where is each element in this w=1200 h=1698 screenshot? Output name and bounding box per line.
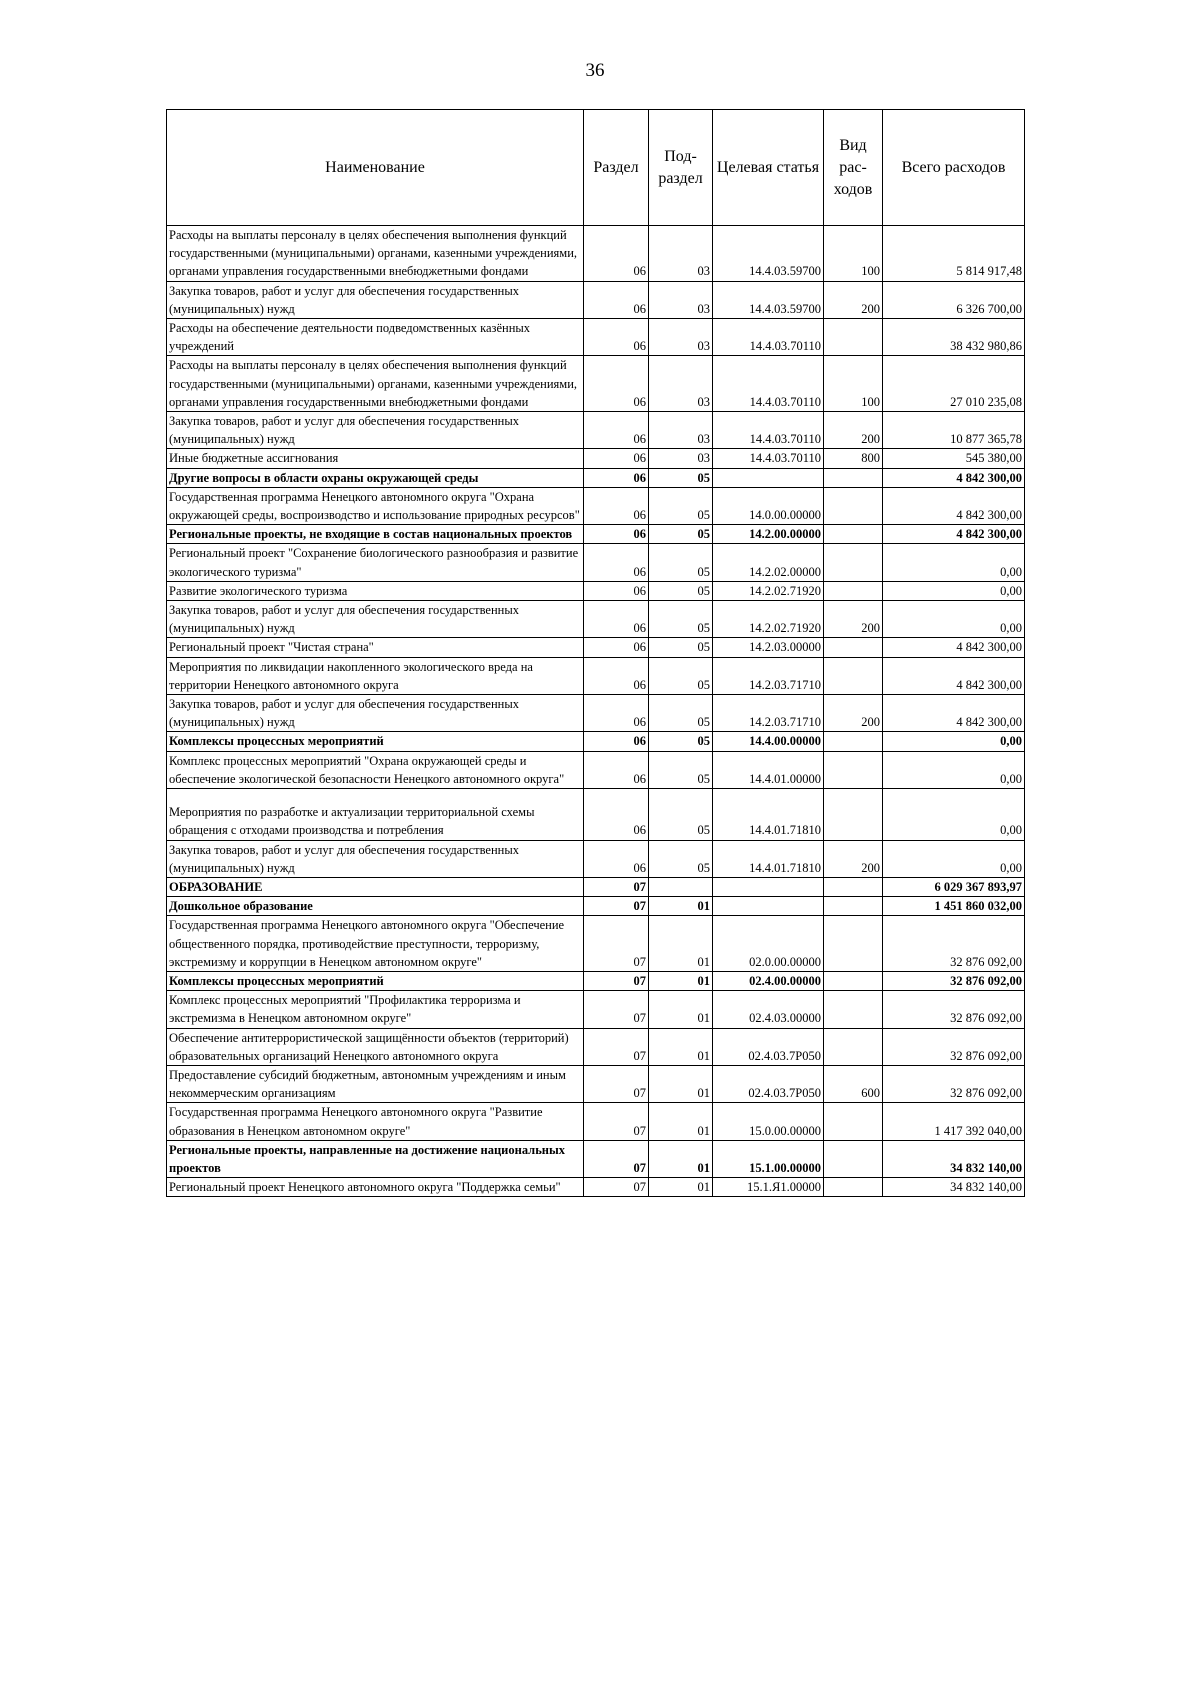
cell-total: 0,00 [883,601,1025,638]
cell-name: Закупка товаров, работ и услуг для обеспечения государственных (муниципальных) нужд [167,601,584,638]
cell-name: Региональный проект "Чистая страна" [167,638,584,657]
cell-total: 5 814 917,48 [883,226,1025,282]
cell-total: 10 877 365,78 [883,412,1025,449]
table-row [167,916,1025,972]
cell-subsection: 01 [649,897,713,916]
table-row [167,695,1025,732]
cell-subsection: 01 [649,1178,713,1197]
cell-type [824,751,883,788]
budget-table [166,109,1025,1197]
table-row [167,468,1025,487]
cell-name: Предоставление субсидий бюджетным, автономным учреждениям и иным некоммерческим организациям [167,1065,584,1102]
cell-target: 14.4.03.70110 [713,412,824,449]
table-row [167,525,1025,544]
cell-target: 14.2.02.71920 [713,581,824,600]
cell-type [824,1103,883,1140]
cell-subsection: 01 [649,1103,713,1140]
cell-section: 06 [584,751,649,788]
cell-section: 06 [584,732,649,751]
cell-name: Государственная программа Ненецкого автономного округа "Развитие образования в Ненецком автономном округе" [167,1103,584,1140]
header-subsection: Под-раздел [649,110,713,226]
cell-total: 0,00 [883,789,1025,840]
cell-name: Мероприятия по разработке и актуализации территориальной схемы обращения с отходами производства и потребления [167,789,584,840]
page-number: 36 [585,60,605,81]
cell-target: 14.4.03.59700 [713,281,824,318]
cell-type: 200 [824,412,883,449]
cell-name: Закупка товаров, работ и услуг для обеспечения государственных (муниципальных) нужд [167,281,584,318]
table-row [167,449,1025,468]
cell-subsection: 05 [649,751,713,788]
cell-subsection: 03 [649,449,713,468]
cell-total: 34 832 140,00 [883,1140,1025,1177]
cell-total: 0,00 [883,840,1025,877]
cell-total: 4 842 300,00 [883,657,1025,694]
cell-target: 14.4.01.71810 [713,840,824,877]
cell-subsection: 05 [649,732,713,751]
cell-type [824,581,883,600]
cell-total: 32 876 092,00 [883,916,1025,972]
table-row [167,319,1025,356]
cell-subsection: 01 [649,1140,713,1177]
table-row [167,1178,1025,1197]
cell-target: 14.4.03.70110 [713,356,824,412]
cell-total: 4 842 300,00 [883,468,1025,487]
cell-target: 02.4.00.00000 [713,971,824,990]
cell-type [824,789,883,840]
cell-subsection: 03 [649,319,713,356]
cell-subsection: 01 [649,916,713,972]
cell-total: 32 876 092,00 [883,1028,1025,1065]
cell-name: Региональные проекты, не входящие в состав национальных проектов [167,525,584,544]
header-section: Раздел [584,110,649,226]
cell-type [824,1028,883,1065]
cell-target: 02.4.03.7Р050 [713,1028,824,1065]
cell-name: Региональный проект "Сохранение биологического разнообразия и развитие экологического туризма" [167,544,584,581]
cell-name: Дошкольное образование [167,897,584,916]
cell-total: 6 029 367 893,97 [883,877,1025,896]
cell-type [824,1178,883,1197]
cell-name: Мероприятия по ликвидации накопленного экологического вреда на территории Ненецкого автономного округа [167,657,584,694]
cell-target: 14.4.01.71810 [713,789,824,840]
table-row [167,971,1025,990]
cell-section: 07 [584,1065,649,1102]
cell-type [824,971,883,990]
cell-target: 02.0.00.00000 [713,916,824,972]
cell-section: 06 [584,487,649,524]
cell-subsection: 03 [649,281,713,318]
cell-total: 6 326 700,00 [883,281,1025,318]
table-row [167,356,1025,412]
table-row [167,412,1025,449]
cell-type: 200 [824,695,883,732]
table-row [167,897,1025,916]
cell-name: Закупка товаров, работ и услуг для обеспечения государственных (муниципальных) нужд [167,412,584,449]
cell-type: 600 [824,1065,883,1102]
cell-target: 15.0.00.00000 [713,1103,824,1140]
cell-total: 1 451 860 032,00 [883,897,1025,916]
cell-subsection [649,877,713,896]
cell-section: 06 [584,468,649,487]
cell-total: 34 832 140,00 [883,1178,1025,1197]
cell-section: 07 [584,1178,649,1197]
table-row [167,657,1025,694]
cell-section: 06 [584,601,649,638]
cell-total: 4 842 300,00 [883,638,1025,657]
cell-subsection: 03 [649,356,713,412]
cell-section: 06 [584,695,649,732]
cell-total: 0,00 [883,581,1025,600]
cell-target: 14.2.02.00000 [713,544,824,581]
cell-type [824,638,883,657]
cell-target: 14.2.03.71710 [713,695,824,732]
cell-type [824,732,883,751]
cell-section: 07 [584,971,649,990]
table-row [167,991,1025,1028]
cell-name: Государственная программа Ненецкого автономного округа "Охрана окружающей среды, воспроизводство и использование природных ресурсов" [167,487,584,524]
table-row [167,789,1025,840]
cell-subsection: 05 [649,487,713,524]
cell-target: 14.2.02.71920 [713,601,824,638]
cell-total: 545 380,00 [883,449,1025,468]
cell-target: 14.4.03.59700 [713,226,824,282]
cell-total: 32 876 092,00 [883,991,1025,1028]
cell-subsection: 05 [649,581,713,600]
table-row [167,1065,1025,1102]
table-row [167,581,1025,600]
cell-section: 06 [584,319,649,356]
header-row [167,110,1025,226]
table-row [167,487,1025,524]
cell-name: Расходы на выплаты персоналу в целях обеспечения выполнения функций государственными (муниципальными) органами, казенными учреждениями, органами управления государственными внебюджетными фондами [167,226,584,282]
cell-section: 06 [584,412,649,449]
header-name: Наименование [167,110,584,226]
cell-subsection: 01 [649,971,713,990]
header-total: Всего расходов [883,110,1025,226]
cell-section: 07 [584,897,649,916]
cell-name: Обеспечение антитеррористической защищённости объектов (территорий) образовательных организаций Ненецкого автономного округа [167,1028,584,1065]
cell-type [824,897,883,916]
cell-total: 4 842 300,00 [883,525,1025,544]
cell-type: 100 [824,226,883,282]
cell-target: 02.4.03.00000 [713,991,824,1028]
table-row [167,1140,1025,1177]
cell-section: 07 [584,991,649,1028]
cell-name: ОБРАЗОВАНИЕ [167,877,584,896]
cell-name: Расходы на обеспечение деятельности подведомственных казённых учреждений [167,319,584,356]
cell-target: 14.4.01.00000 [713,751,824,788]
cell-section: 06 [584,581,649,600]
cell-section: 06 [584,356,649,412]
cell-target: 14.0.00.00000 [713,487,824,524]
cell-name: Закупка товаров, работ и услуг для обеспечения государственных (муниципальных) нужд [167,695,584,732]
cell-total: 27 010 235,08 [883,356,1025,412]
cell-target: 14.4.00.00000 [713,732,824,751]
cell-name: Развитие экологического туризма [167,581,584,600]
cell-target: 14.2.03.71710 [713,657,824,694]
cell-target [713,468,824,487]
cell-type: 200 [824,840,883,877]
cell-section: 06 [584,840,649,877]
cell-section: 06 [584,449,649,468]
cell-type [824,916,883,972]
cell-target: 14.2.03.00000 [713,638,824,657]
cell-name: Другие вопросы в области охраны окружающей среды [167,468,584,487]
header-target: Целевая статья [713,110,824,226]
cell-section: 06 [584,544,649,581]
cell-subsection: 05 [649,840,713,877]
cell-subsection: 05 [649,468,713,487]
cell-subsection: 05 [649,657,713,694]
cell-subsection: 05 [649,525,713,544]
cell-section: 07 [584,1140,649,1177]
cell-name: Комплекс процессных мероприятий "Охрана окружающей среды и обеспечение экологической безопасности Ненецкого автономного округа" [167,751,584,788]
cell-target: 14.4.03.70110 [713,319,824,356]
cell-target: 15.1.00.00000 [713,1140,824,1177]
cell-name: Комплексы процессных мероприятий [167,732,584,751]
cell-section: 07 [584,1103,649,1140]
table-row [167,840,1025,877]
cell-section: 07 [584,916,649,972]
cell-subsection: 05 [649,638,713,657]
table-row [167,877,1025,896]
cell-subsection: 05 [649,695,713,732]
cell-name: Закупка товаров, работ и услуг для обеспечения государственных (муниципальных) нужд [167,840,584,877]
cell-subsection: 05 [649,544,713,581]
cell-name: Государственная программа Ненецкого автономного округа "Обеспечение общественного порядка, противодействие преступности, терроризму, экстремизму и коррупции в Ненецком автономном округе" [167,916,584,972]
cell-total: 32 876 092,00 [883,1065,1025,1102]
cell-type [824,319,883,356]
cell-total: 0,00 [883,751,1025,788]
table-row [167,226,1025,282]
cell-name: Региональный проект Ненецкого автономного округа "Поддержка семьи" [167,1178,584,1197]
cell-type: 800 [824,449,883,468]
cell-target: 02.4.03.7Р050 [713,1065,824,1102]
cell-target: 14.4.03.70110 [713,449,824,468]
cell-target [713,897,824,916]
cell-type [824,877,883,896]
cell-type [824,487,883,524]
cell-type [824,991,883,1028]
cell-section: 06 [584,281,649,318]
table-body [167,226,1025,1197]
cell-subsection: 03 [649,412,713,449]
cell-name: Комплексы процессных мероприятий [167,971,584,990]
cell-total: 0,00 [883,544,1025,581]
cell-total: 32 876 092,00 [883,971,1025,990]
cell-total: 4 842 300,00 [883,487,1025,524]
cell-subsection: 03 [649,226,713,282]
cell-section: 06 [584,525,649,544]
cell-name: Комплекс процессных мероприятий "Профилактика терроризма и экстремизма в Ненецком автономном округе" [167,991,584,1028]
cell-total: 0,00 [883,732,1025,751]
cell-target: 14.2.00.00000 [713,525,824,544]
cell-subsection: 01 [649,1065,713,1102]
cell-total: 38 432 980,86 [883,319,1025,356]
table-row [167,1028,1025,1065]
cell-type [824,544,883,581]
cell-subsection: 05 [649,789,713,840]
cell-target [713,877,824,896]
cell-name: Региональные проекты, направленные на достижение национальных проектов [167,1140,584,1177]
cell-section: 06 [584,638,649,657]
cell-type: 200 [824,281,883,318]
table-row [167,544,1025,581]
cell-subsection: 05 [649,601,713,638]
cell-type: 100 [824,356,883,412]
cell-type: 200 [824,601,883,638]
cell-section: 07 [584,1028,649,1065]
cell-name: Расходы на выплаты персоналу в целях обеспечения выполнения функций государственными (муниципальными) органами, казенными учреждениями, органами управления государственными внебюджетными фондами [167,356,584,412]
cell-total: 4 842 300,00 [883,695,1025,732]
cell-type [824,525,883,544]
cell-type [824,1140,883,1177]
cell-section: 06 [584,789,649,840]
cell-name: Иные бюджетные ассигнования [167,449,584,468]
cell-subsection: 01 [649,991,713,1028]
cell-section: 06 [584,657,649,694]
table-row [167,1103,1025,1140]
header-type: Вид рас-ходов [824,110,883,226]
cell-subsection: 01 [649,1028,713,1065]
table-row [167,732,1025,751]
table-row [167,601,1025,638]
cell-target: 15.1.Я1.00000 [713,1178,824,1197]
table-row [167,281,1025,318]
cell-type [824,468,883,487]
cell-section: 06 [584,226,649,282]
cell-total: 1 417 392 040,00 [883,1103,1025,1140]
cell-type [824,657,883,694]
table-row [167,751,1025,788]
table-row [167,638,1025,657]
cell-section: 07 [584,877,649,896]
